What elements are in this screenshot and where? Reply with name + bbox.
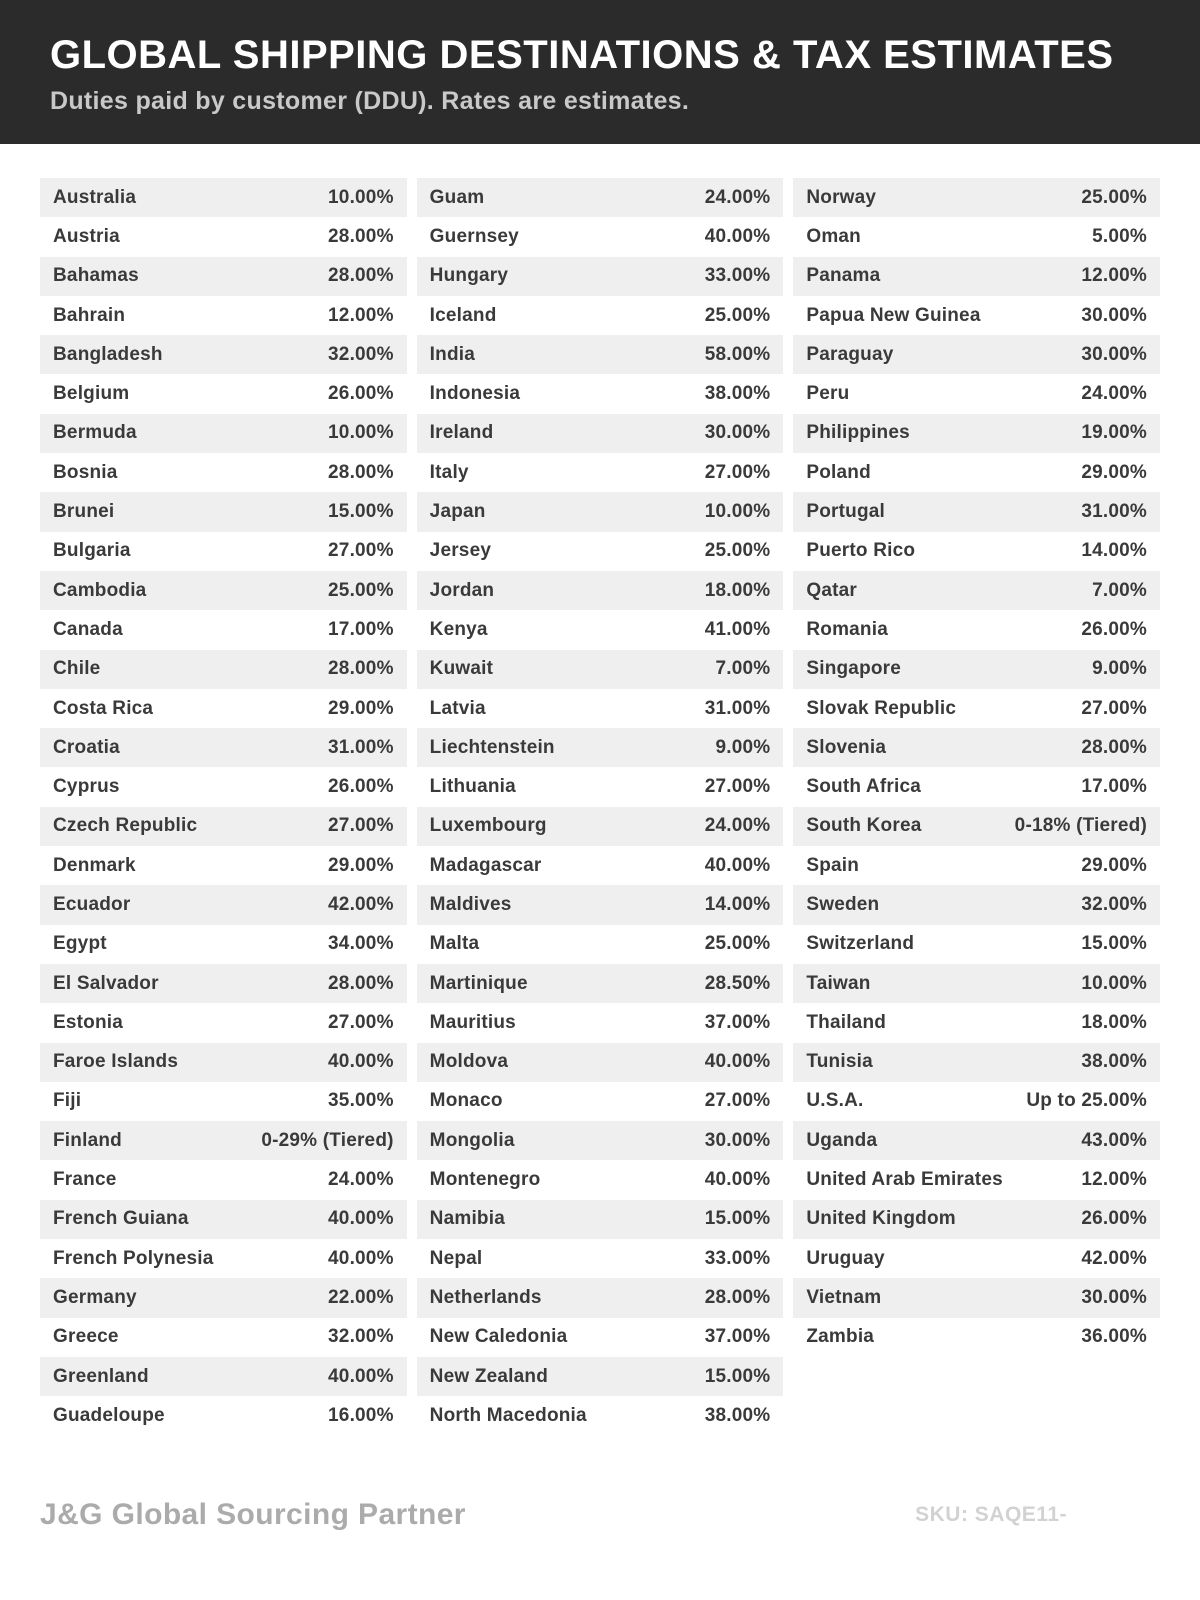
table-row (793, 571, 1160, 610)
table-row (417, 532, 784, 571)
tax-rate: 25.00% (1081, 186, 1148, 208)
country-name: Portugal (806, 501, 886, 523)
table-row (417, 885, 784, 924)
table-row (793, 1239, 1160, 1278)
table-row (40, 1121, 407, 1160)
country-name: Denmark (53, 854, 136, 876)
table-row (40, 728, 407, 767)
country-name: Bosnia (53, 461, 118, 483)
table-row (417, 925, 784, 964)
table-row (793, 335, 1160, 374)
tax-rate: 29.00% (328, 854, 394, 876)
tax-rate: Up to 25.00% (1026, 1090, 1148, 1112)
tax-rate: 28.00% (704, 1286, 771, 1308)
table-row (793, 964, 1160, 1003)
table-row (40, 1160, 407, 1199)
tax-rate: 27.00% (1081, 697, 1148, 719)
country-name: Mongolia (429, 1129, 515, 1151)
country-name: Taiwan (806, 972, 871, 994)
table-row (417, 728, 784, 767)
tax-rate: 0-18% (Tiered) (1014, 815, 1148, 837)
country-name: Zambia (806, 1326, 875, 1348)
country-name: French Polynesia (53, 1247, 214, 1269)
country-name: Cyprus (53, 776, 120, 798)
country-name: Austria (53, 225, 120, 247)
page-footer (40, 1498, 1067, 1532)
tax-rate: 15.00% (1081, 933, 1148, 955)
table-row (417, 1043, 784, 1082)
table-row (40, 1357, 407, 1396)
table-row (40, 1082, 407, 1121)
table-row (417, 1121, 784, 1160)
table-row (793, 453, 1160, 492)
tax-rate: 30.00% (1081, 1286, 1148, 1308)
country-name: Martinique (429, 972, 528, 994)
table-row (793, 532, 1160, 571)
table-row (40, 1239, 407, 1278)
country-name: Guernsey (429, 225, 519, 247)
table-row (417, 1278, 784, 1317)
table-row (417, 414, 784, 453)
table-row (40, 571, 407, 610)
country-name: Vietnam (806, 1286, 882, 1308)
table-row (40, 964, 407, 1003)
tax-rate: 33.00% (704, 265, 771, 287)
country-name: Oman (806, 225, 861, 247)
country-name: Luxembourg (429, 815, 547, 837)
table-row (793, 885, 1160, 924)
table-row (417, 492, 784, 531)
tax-rate: 31.00% (328, 736, 394, 758)
country-name: Belgium (53, 383, 130, 405)
tax-rate: 16.00% (328, 1404, 394, 1426)
tax-rate: 15.00% (328, 501, 394, 523)
table-row (40, 217, 407, 256)
tax-rate: 37.00% (704, 1011, 771, 1033)
table-row (40, 1003, 407, 1042)
tax-rate: 28.00% (328, 225, 394, 247)
tax-rate: 22.00% (328, 1286, 394, 1308)
country-name: Fiji (53, 1090, 82, 1112)
tax-rate: 27.00% (704, 1090, 771, 1112)
tax-rate: 27.00% (328, 1011, 394, 1033)
table-row (417, 1200, 784, 1239)
tax-rate: 40.00% (328, 1365, 394, 1387)
country-name: Finland (53, 1129, 122, 1151)
tax-rate: 43.00% (1081, 1129, 1148, 1151)
tax-rate: 40.00% (704, 854, 771, 876)
country-name: Montenegro (429, 1169, 541, 1191)
rates-column-1 (40, 178, 407, 1436)
tax-rate: 33.00% (704, 1247, 771, 1269)
table-row (40, 374, 407, 413)
country-name: Slovenia (806, 736, 887, 758)
country-name: Paraguay (806, 343, 894, 365)
country-name: Monaco (429, 1090, 503, 1112)
tax-rate: 24.00% (328, 1169, 394, 1191)
tax-rate: 12.00% (1081, 265, 1148, 287)
table-row (417, 1318, 784, 1357)
country-name: Egypt (53, 933, 107, 955)
table-row (793, 1318, 1160, 1357)
country-name: Uruguay (806, 1247, 885, 1269)
tax-rate: 25.00% (704, 933, 771, 955)
country-name: Papua New Guinea (806, 304, 981, 326)
table-row (40, 414, 407, 453)
country-name: Iceland (429, 304, 497, 326)
tax-rate: 27.00% (704, 776, 771, 798)
rates-table (0, 144, 1200, 1436)
tax-rate: 12.00% (328, 304, 394, 326)
country-name: Thailand (806, 1011, 887, 1033)
tax-rate: 42.00% (328, 893, 394, 915)
country-name: New Caledonia (429, 1326, 568, 1348)
table-row (40, 650, 407, 689)
country-name: Latvia (429, 697, 486, 719)
country-name: Namibia (429, 1208, 505, 1230)
country-name: Nepal (429, 1247, 483, 1269)
table-row (417, 807, 784, 846)
tax-rate: 31.00% (1081, 501, 1148, 523)
tax-rate: 29.00% (1081, 461, 1148, 483)
tax-rate: 29.00% (1081, 854, 1148, 876)
table-row (40, 296, 407, 335)
country-name: Sweden (806, 893, 880, 915)
country-name: Peru (806, 383, 850, 405)
tax-rate: 30.00% (1081, 343, 1148, 365)
table-row (417, 374, 784, 413)
table-row (417, 1396, 784, 1435)
country-name: Brunei (53, 501, 115, 523)
country-name: Bahamas (53, 265, 139, 287)
table-row (417, 1239, 784, 1278)
tax-rate: 32.00% (328, 1326, 394, 1348)
tax-rate: 37.00% (704, 1326, 771, 1348)
table-row (417, 964, 784, 1003)
tax-rate: 40.00% (328, 1051, 394, 1073)
country-name: Maldives (429, 893, 512, 915)
tax-rate: 17.00% (1081, 776, 1148, 798)
tax-rate: 7.00% (1092, 579, 1148, 601)
table-row (793, 1278, 1160, 1317)
tax-rate: 18.00% (1081, 1011, 1148, 1033)
country-name: Kuwait (429, 658, 494, 680)
country-name: Slovak Republic (806, 697, 957, 719)
country-name: Romania (806, 618, 888, 640)
country-name: France (53, 1169, 117, 1191)
tax-rate: 28.00% (1081, 736, 1148, 758)
country-name: Qatar (806, 579, 857, 601)
tax-rate: 38.00% (704, 383, 771, 405)
country-name: Croatia (53, 736, 120, 758)
country-name: Jersey (429, 540, 492, 562)
country-name: Madagascar (429, 854, 542, 876)
country-name: Poland (806, 461, 871, 483)
tax-rate: 26.00% (328, 776, 394, 798)
table-row (40, 1278, 407, 1317)
tax-rate: 32.00% (328, 343, 394, 365)
country-name: Faroe Islands (53, 1051, 179, 1073)
country-name: New Zealand (429, 1365, 549, 1387)
tax-rate: 14.00% (1081, 540, 1148, 562)
country-name: Estonia (53, 1011, 124, 1033)
country-name: Puerto Rico (806, 540, 916, 562)
country-name: Indonesia (429, 383, 521, 405)
country-name: Malta (429, 933, 480, 955)
table-row (40, 1043, 407, 1082)
table-row (417, 1003, 784, 1042)
tax-rate: 10.00% (328, 186, 394, 208)
table-row (793, 1121, 1160, 1160)
table-row (40, 846, 407, 885)
tax-rate: 31.00% (704, 697, 771, 719)
tax-rate: 30.00% (1081, 304, 1148, 326)
table-row (793, 257, 1160, 296)
country-name: Ecuador (53, 893, 131, 915)
country-name: Greenland (53, 1365, 149, 1387)
country-name: Italy (429, 461, 469, 483)
table-row (417, 689, 784, 728)
table-row (40, 257, 407, 296)
country-name: Lithuania (429, 776, 516, 798)
country-name: Guam (429, 186, 485, 208)
country-name: Mauritius (429, 1011, 516, 1033)
tax-rate: 40.00% (704, 225, 771, 247)
table-row (793, 296, 1160, 335)
tax-rate: 18.00% (704, 579, 771, 601)
table-row (793, 925, 1160, 964)
table-row (40, 492, 407, 531)
tax-rate: 25.00% (704, 304, 771, 326)
table-row (793, 846, 1160, 885)
table-row (40, 1318, 407, 1357)
tax-rate: 40.00% (704, 1169, 771, 1191)
tax-rate: 28.00% (328, 658, 394, 680)
tax-rate: 27.00% (328, 815, 394, 837)
country-name: Cambodia (53, 579, 147, 601)
table-row (40, 1200, 407, 1239)
country-name: North Macedonia (429, 1404, 587, 1426)
country-name: United Kingdom (806, 1208, 956, 1230)
country-name: Philippines (806, 422, 910, 444)
country-name: Bermuda (53, 422, 137, 444)
table-row (417, 257, 784, 296)
country-name: Greece (53, 1326, 119, 1348)
table-row (40, 610, 407, 649)
country-name: Uganda (806, 1129, 878, 1151)
country-name: Panama (806, 265, 881, 287)
tax-rate: 26.00% (328, 383, 394, 405)
table-row (417, 1160, 784, 1199)
table-row (40, 925, 407, 964)
table-row (793, 1043, 1160, 1082)
tax-rate: 30.00% (704, 422, 771, 444)
tax-rate: 26.00% (1081, 1208, 1148, 1230)
tax-rate: 24.00% (1081, 383, 1148, 405)
page-title: GLOBAL SHIPPING DESTINATIONS & TAX ESTIMATES (50, 33, 1114, 77)
table-row (40, 335, 407, 374)
country-name: Spain (806, 854, 860, 876)
table-row (40, 1396, 407, 1435)
tax-rate: 35.00% (328, 1090, 394, 1112)
tax-rate: 24.00% (704, 186, 771, 208)
table-row (793, 807, 1160, 846)
table-row (417, 453, 784, 492)
country-name: India (429, 343, 476, 365)
tax-rate: 15.00% (704, 1365, 771, 1387)
tax-rate: 10.00% (1081, 972, 1148, 994)
tax-rate: 40.00% (704, 1051, 771, 1073)
brand-name: J&G Global Sourcing Partner (40, 1498, 466, 1531)
tax-rate: 38.00% (1081, 1051, 1148, 1073)
country-name: Liechtenstein (429, 736, 555, 758)
tax-rate: 28.00% (328, 972, 394, 994)
tax-rate: 27.00% (704, 461, 771, 483)
tax-rate: 28.00% (328, 265, 394, 287)
table-row (40, 885, 407, 924)
tax-rate: 40.00% (328, 1247, 394, 1269)
table-row (417, 767, 784, 806)
table-row (793, 217, 1160, 256)
tax-rate: 25.00% (704, 540, 771, 562)
table-row (793, 1160, 1160, 1199)
rates-column-3 (793, 178, 1160, 1357)
table-row (793, 689, 1160, 728)
tax-rate: 9.00% (715, 736, 771, 758)
table-row (793, 492, 1160, 531)
tax-rate: 17.00% (328, 618, 394, 640)
table-row (417, 1357, 784, 1396)
tax-rate: 12.00% (1081, 1169, 1148, 1191)
tax-rate: 0-29% (Tiered) (261, 1129, 394, 1151)
country-name: U.S.A. (806, 1090, 864, 1112)
table-row (417, 178, 784, 217)
country-name: Bangladesh (53, 343, 163, 365)
country-name: South Korea (806, 815, 922, 837)
tax-rate: 10.00% (704, 501, 771, 523)
table-row (417, 335, 784, 374)
tax-rate: 34.00% (328, 933, 394, 955)
tax-rate: 5.00% (1092, 225, 1148, 247)
country-name: Tunisia (806, 1051, 873, 1073)
tax-rate: 24.00% (704, 815, 771, 837)
country-name: Netherlands (429, 1286, 542, 1308)
country-name: Hungary (429, 265, 509, 287)
country-name: Bahrain (53, 304, 126, 326)
table-row (40, 689, 407, 728)
table-row (793, 610, 1160, 649)
table-row (793, 1082, 1160, 1121)
tax-rate: 27.00% (328, 540, 394, 562)
country-name: Germany (53, 1286, 137, 1308)
table-row (417, 610, 784, 649)
tax-rate: 10.00% (328, 422, 394, 444)
table-row (793, 650, 1160, 689)
table-row (793, 414, 1160, 453)
table-row (793, 374, 1160, 413)
table-row (417, 846, 784, 885)
country-name: Canada (53, 618, 123, 640)
table-row (793, 728, 1160, 767)
tax-rate: 29.00% (328, 697, 394, 719)
country-name: Australia (53, 186, 137, 208)
country-name: Costa Rica (53, 697, 154, 719)
tax-rate: 19.00% (1081, 422, 1148, 444)
country-name: United Arab Emirates (806, 1169, 1003, 1191)
table-row (40, 532, 407, 571)
country-name: Kenya (429, 618, 488, 640)
table-row (417, 296, 784, 335)
tax-rate: 40.00% (328, 1208, 394, 1230)
country-name: Moldova (429, 1051, 509, 1073)
page-subtitle: Duties paid by customer (DDU). Rates are estimates. (50, 87, 690, 115)
country-name: Jordan (429, 579, 495, 601)
table-row (40, 178, 407, 217)
table-row (793, 767, 1160, 806)
tax-rate: 38.00% (704, 1404, 771, 1426)
table-row (793, 178, 1160, 217)
country-name: Ireland (429, 422, 494, 444)
table-row (40, 807, 407, 846)
tax-rate: 26.00% (1081, 618, 1148, 640)
tax-rate: 28.00% (328, 461, 394, 483)
tax-rate: 9.00% (1092, 658, 1148, 680)
country-name: Singapore (806, 658, 902, 680)
table-row (40, 453, 407, 492)
table-row (793, 1200, 1160, 1239)
tax-rate: 36.00% (1081, 1326, 1148, 1348)
tax-rate: 25.00% (328, 579, 394, 601)
country-name: Switzerland (806, 933, 915, 955)
tax-rate: 58.00% (704, 343, 771, 365)
country-name: Norway (806, 186, 877, 208)
table-row (417, 1082, 784, 1121)
table-row (417, 650, 784, 689)
country-name: Guadeloupe (53, 1404, 165, 1426)
table-row (40, 767, 407, 806)
tax-rate: 30.00% (704, 1129, 771, 1151)
table-row (793, 1003, 1160, 1042)
tax-rate: 32.00% (1081, 893, 1148, 915)
table-row (417, 571, 784, 610)
tax-rate: 15.00% (704, 1208, 771, 1230)
tax-rate: 28.50% (704, 972, 771, 994)
sku-label: SKU: SAQE11- (915, 1503, 1067, 1526)
country-name: Japan (429, 501, 486, 523)
country-name: Chile (53, 658, 101, 680)
country-name: French Guiana (53, 1208, 189, 1230)
country-name: Czech Republic (53, 815, 198, 837)
country-name: El Salvador (53, 972, 159, 994)
country-name: Bulgaria (53, 540, 131, 562)
table-row (417, 217, 784, 256)
tax-rate: 41.00% (704, 618, 771, 640)
country-name: South Africa (806, 776, 921, 798)
tax-rate: 14.00% (704, 893, 771, 915)
tax-rate: 7.00% (715, 658, 771, 680)
tax-rate: 42.00% (1081, 1247, 1148, 1269)
rates-column-2 (417, 178, 784, 1436)
page-header (0, 0, 1200, 144)
